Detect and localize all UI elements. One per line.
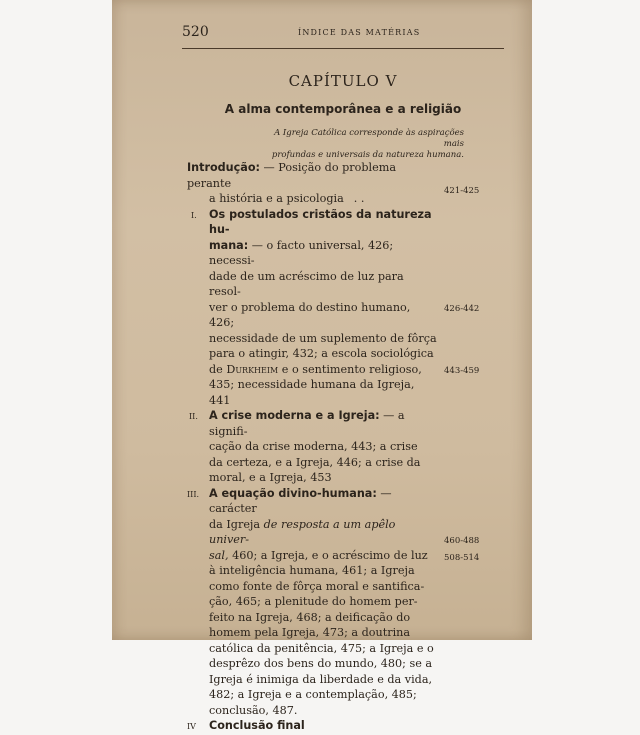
page-range: 460-488	[444, 536, 480, 546]
entry-text: conclusão, 487.	[209, 703, 298, 717]
entry-text-italic: de resposta a um apêlo univer-	[209, 517, 396, 546]
entry-1	[187, 207, 437, 409]
entry-text: como fonte de fôrça moral e santifica-	[209, 579, 425, 593]
entry-text: ção, 465; a plenitude do homem per-	[209, 595, 418, 608]
entry-text: desprêzo dos bens do mundo, 480; se a	[209, 657, 433, 670]
contents-list	[187, 160, 437, 734]
entry-title: mana:	[209, 238, 249, 252]
entry-text: feito na Igreja, 468; a deificação do	[209, 610, 411, 624]
entry-text: homem pela Igreja, 473; a doutrina	[209, 626, 411, 639]
epigraph-line: profundas e universais da natureza humana.	[271, 150, 464, 160]
entry-number: IV	[187, 722, 196, 731]
entry-text: católica da penitência, 475; a Igreja e o	[209, 641, 434, 655]
entry-text: para o atingir, 432; a escola sociológica	[209, 347, 434, 360]
entry-text: Igreja é inimiga da liberdade e da vida,	[209, 672, 433, 686]
entry-text: 460; a Igreja, e o acréscimo de luz	[228, 548, 428, 562]
leader-dots: . .	[353, 192, 365, 205]
page-range: 508-514	[444, 553, 480, 563]
entry-number: III.	[187, 489, 200, 499]
entry-title: Os postulados cristãos da natureza hu-	[209, 207, 432, 236]
entry-3	[187, 486, 437, 719]
page-header	[182, 24, 512, 44]
page-number: 520	[182, 24, 209, 40]
intro-text: a história e a psicologia	[209, 192, 344, 205]
chapter-heading: CAPÍTULO V	[288, 72, 398, 90]
page-range: 426-442	[444, 304, 480, 314]
entry-2	[187, 408, 437, 486]
entry-text: dade de um acréscimo de luz para resol-	[209, 269, 404, 298]
entry-text: — o facto universal, 426; necessi-	[209, 238, 394, 267]
entry-text: 435; necessidade humana da Igreja, 441	[209, 378, 415, 407]
entry-text: à inteligência humana, 461; a Igreja	[209, 564, 415, 577]
entry-number: I.	[191, 210, 197, 220]
intro-text: — Posição do problema perante	[187, 161, 396, 190]
entry-text-italic: sal,	[209, 548, 229, 562]
entry-4	[187, 718, 437, 734]
epigraph-line: A Igreja Católica corresponde às aspirações mais	[274, 128, 464, 149]
entry-text: cação da crise moderna, 443; a crise	[209, 440, 418, 453]
entry-title: Conclusão final	[209, 719, 305, 732]
entry-text: 482; a Igreja e a contemplação, 485;	[209, 688, 417, 701]
entry-text: — carácter	[209, 486, 392, 515]
entry-text: moral, e a Igreja, 453	[209, 471, 332, 484]
page-range: 421-425	[444, 186, 480, 196]
entry-text: da Igreja	[209, 517, 264, 531]
entry-text: ver o problema do destino humano, 426;	[209, 300, 411, 329]
entry-number: II.	[189, 412, 198, 421]
book-page	[112, 0, 532, 732]
section-title: A alma contemporânea e a religião	[224, 102, 462, 116]
entry-text: de Durkheim e o sentimento religioso,	[209, 362, 422, 376]
entry-text: — a signifi-	[209, 409, 405, 438]
running-title: ÍNDICE DAS MATÉRIAS	[298, 28, 421, 37]
header-rule	[182, 48, 504, 49]
intro-label: Introdução:	[187, 161, 260, 174]
entry-text: da certeza, e a Igreja, 446; a crise da	[209, 455, 421, 469]
entry-text: necessidade de um suplemento de fôrça	[209, 331, 437, 345]
intro-entry	[187, 160, 437, 207]
page-range: 443-459	[444, 366, 480, 376]
entry-title: A crise moderna e a Igreja:	[209, 409, 380, 422]
epigraph	[264, 128, 464, 161]
entry-title: A equação divino-humana:	[209, 486, 377, 500]
